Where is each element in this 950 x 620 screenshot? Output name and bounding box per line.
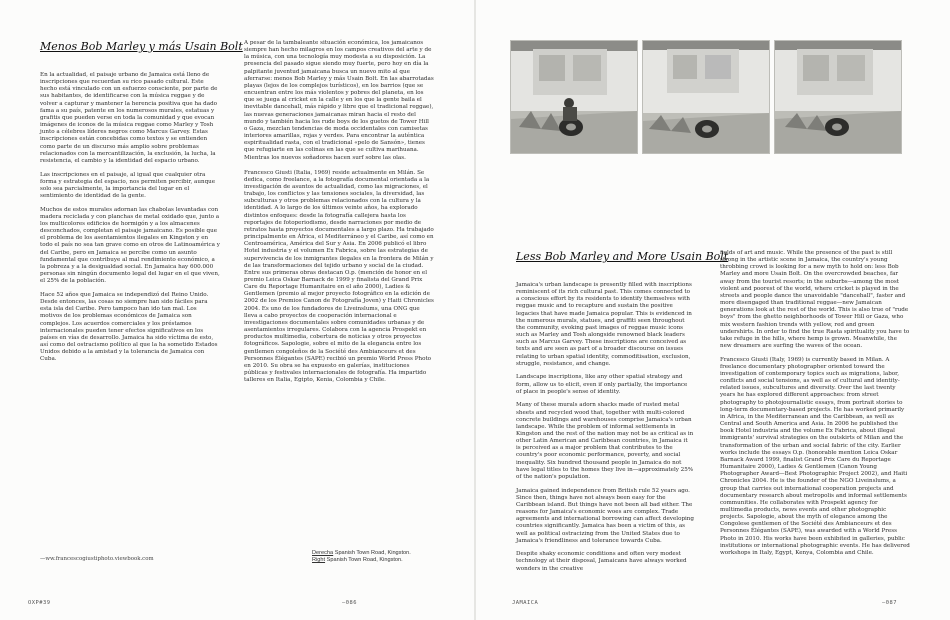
left-column-1 [40, 72, 220, 370]
left-column-2 [244, 40, 434, 391]
english-heading: Less Bob Marley and More Usain Bolt [516, 250, 729, 263]
folio-section: JAMAICA [512, 600, 539, 606]
paragraph: Despite shaky economic conditions and often very modest technology at their disposal, Jamaicans have always worked wonders in the creative [516, 551, 687, 572]
photo-3-image [775, 41, 901, 153]
photo-3 [774, 40, 902, 154]
folio-page-number: —087 [882, 600, 897, 606]
photo-2 [642, 40, 770, 154]
paragraph: fields of art and music. While the presence of the past is still strong in the artistic scene in Jamaica, the country's young throbbing crowd is looking for a new myth to hold on: less Bob Marley and more Usain Bolt. On the overcrowded beaches, far away from the tourist resorts; in the suburbs—among the most violent and poorest of the world, where cricket is played in the streets and people dance the unavoidable "dancehall", faster and more disengaged than traditional reggae—new Jamaican generations look at the rest of the world. This is also true of "rude boys" from the ghetto neighborhoods of Tower Hill or Gaza, who mix western fashion trends with yellow, red and green undershirts. In order to find the true Rasta spirituality you have to take refuge in the hills, where hemp is grown. Meanwhile, the new dreamers are surfing the waves of the ocean. [720, 250, 910, 350]
folio-issue: OXP#39 [28, 600, 51, 606]
right-column-2 [720, 250, 910, 564]
caption-text-es: Spanish Town Road, Kingston. [333, 550, 411, 556]
paragraph: Landscape inscriptions, like any other spatial strategy and form, allow us to elicit, even if only partially, the importance of place in people's sense of identity. [516, 374, 688, 395]
caption-line-es [312, 550, 411, 557]
left-page [0, 0, 474, 620]
right-page [476, 0, 950, 620]
spanish-heading: Menos Bob Marley y más Usain Bolt [40, 40, 243, 53]
paragraph: Jamaica gained independence from British rule 52 years ago. Since then, things have not always been easy for the Caribbean island. But things have not been all bad either. The reasons for Jamaica's economic woes are complex. Trade agreements and international borrowing can affect developing countries significantly. Jamaica has been a victim of this, as well as political ostracizing from the United States due to Jamaica's friendliness and tolerance towards Cuba. [516, 487, 694, 544]
caption-direction-en: Right [312, 557, 326, 563]
paragraph: Many of these murals adorn shacks made of rusted metal sheets and recycled wood that, together with multi-colored concrete buildings and warehouses comprise Jamaica's urban landscape. While the problem of informal settlements in Kingston and the rest of the nation may not be as critical as in other Latin American and Caribbean countries, in Jamaica it is perceived as a major problem that contributes to the country's poor economic performance, poverty, and social inequality. Six hundred thousand people in Jamaica do not have legal titles to the homes they live in—approximately 25% of the nation's population. [516, 402, 694, 480]
photo-1-image [511, 41, 637, 153]
caption-direction-es: Derecha [312, 550, 334, 556]
paragraph: Hace 52 años que Jamaica se independizó del Reino Unido. Desde entonces, las cosas no siempre han sido fáciles para esta isla del Caribe. Pero tampoco han ido tan mal. Los motivos de los problemas económicos de Jamaica son complejos. Los acuerdos comerciales y los préstamos internacionales pueden tener efectos significativos en los países en vías de desarrollo. Jamaica ha sido víctima de esto, así como del ostracismo político al que la ha sometido Estados Unidos debido a la amistad y la tolerancia de Jamaica con Cuba. [40, 291, 218, 363]
paragraph: Jamaica's urban landscape is presently filled with inscriptions reminiscent of its rich cultural past. This comes connected to a conscious effort by its residents to identify themselves with reggae music and to recapture and sustain the positive legacies that have made Jamaica popular. This is evidenced in the numerous murals, statues, and graffiti seen throughout the community, evoking past images of reggae music icons such as Marley and Tosh alongside renowned black leaders such as Marcus Garvey. These inscriptions are conceived as texts and are seen as part of a broader discourse on issues relating to urban spatial identity, commoditisation, exclusion, struggle, resistance, and change. [516, 282, 692, 367]
paragraph: A pesar de la tambaleante situación económica, los jamaicanos siempre han hecho milagros en los campos creativos del arte y de la música, con una tecnología muy modesta a su disposición. La presencia del pasado sigue siendo muy fuerte, pero hoy en día la palpitante juventud jamaicana busca un nuevo mito al que aferrarse: menos Bob Marley y más Usain Bolt. En las abarrotadas playas (lejos de los complejos turísticos), en los barrios (que se encuentran entre los más violentos y pobres del planeta, en los que se juega al cricket en la calle y en los que la gente baila el inevitable dancehall, más rápido y libre que el tradicional reggae), las nuevas generaciones jamaicanas miran hacia el resto del mundo y también hacia los rude boys de los guetos de Tower Hill o Gaza, mezclan tendencias de moda occidentales con camisetas interiores amarillas, rojas y verdes. Para encontrar la auténtica espiritualidad rasta, con el tradicional «pelo de Sansón», tienes que refugiarte en las colinas en las que se cultiva marihuana. Mientras los nuevos soñadores hacen surf sobre las olas. [244, 40, 434, 161]
paragraph: Muchos de estos murales adornan las chabolas levantadas con madera reciclada y con planchas de metal oxidado que, junto a los multicolores edificios de hormigón y a los almacenes desconchados, completan el paisaje jamaicano. Es posible que el problema de los asentamientos ilegales en Kingston y en todo el país no sea tan grave como en otros de Latinoamérica y del Caribe, pero en Jamaica se percibe como un asunto fundamental que contribuye al mal rendimiento económico, a la pobreza y a la desigualdad social. En Jamaica hay 600.000 personas sin ningún documento legal del lugar en el que viven, el 25% de la población. [40, 206, 220, 285]
caption-line-en [312, 557, 411, 564]
photographer-url: —ww.francescogiustiphoto.viewbook.com [40, 556, 154, 562]
photo-caption [312, 550, 411, 564]
photo-1 [510, 40, 638, 154]
folio-page-number: —086 [342, 600, 357, 606]
paragraph: Las inscripciones en el paisaje, al igual que cualquier otra forma y estrategia del espacio, nos permiten percibir, aunque solo sea parcialmente, la importancia del lugar en el sentimiento de identidad de la gente. [40, 171, 216, 199]
paragraph: Francesco Giusti (Italy, 1969) is currently based in Milan. A freelance documentary photographer oriented toward the investigation of contemporary topics such as migrations, labor, conflicts and social tensions, as well as of cultural and identity-related issues, subcultures and diversity. Over the last twenty years he has explored different approaches: from street photography to photojournalistic essays, from portrait stories to long-term documentary-based projects. He has worked primarily in Africa, in the Mediterranean and the Caribbean, as well as Central and South America and Asia. In 2006 he published the book Hotel industria and the volume Ex Fabrica, about illegal immigrants' survival strategies on the outskirts of Milan and the transformation of the urban and social fabric of the city. Earlier works include the essays O.p. (honorable mention Leica Oskar Barnack Award 1999, finalist Grand Prix Care du Reportage Humanitaire 2000), Ladies & Gentlemen (Canon Young Photographer Award—Best Photographic Project 2002), and Haiti Chronicles 2004. He is the founder of the NGO Liveinslums, a group that carries out international cooperation projects and documentary research about metropolis and informal settlements communities. He collaborates with Prospekt agency for multimedia products, news events and other photographic projects. Sapologie, about the myth of elegance among the Congolese gentlemen of the Société des Ambianceurs et des Personnes Élégantes (SAPE), was awarded with a World Press Photo in 2010. His works have been exhibited in galleries, public institutions or international photographic events. He has delivered workshops in Italy, Egypt, Kenya, Colombia and Chile. [720, 356, 910, 556]
paragraph: Francesco Giusti (Italia, 1969) reside actualmente en Milán. Se dedica, como freelance, a la fotografía documental orientada a la investigación de asuntos de actualidad, como las migraciones, el trabajo, los conflictos y las tensiones sociales, la diversidad, las subculturas y otros problemas relacionados con la cultura y la identidad. A lo largo de los últimos veinte años, ha explorado distintos enfoques: desde la fotografía callejera hasta los reportajes de fotoperiodismo, desde narraciones por medio de retratos hasta proyectos documentales a largo plazo. Ha trabajado principalmente en África, el Mediterráneo y el Caribe, así como en Centroamérica, América del Sur y Asia. En 2006 publicó el libro Hotel industria y el volumen Ex Fabrica, sobre las estrategias de supervivencia de los inmigrantes ilegales en la frontera de Milán y de las transformaciones del tejido urbano y social de la ciudad. Entre sus primeras obras destacan O.p. (mención de honor en el premio Leica Oskar Barnack de 1999 y finalista del Grand Prix Care du Reportage Humanitaire en el año 2000), Ladies & Gentlemen (premio al mejor proyecto fotográfico en la edición de 2002 de los Premios Canon de Fotografía Joven) y Haiti Chronicles 2004. Es uno de los fundadores de Liveinslums, una ONG que lleva a cabo proyectos de cooperación internacional e investigaciones documentales sobre comunidades urbanas y de asentamientos irregulares. Colabora con la agencia Prospekt en productos multimedia, cobertura de noticias y otros proyectos fotográficos. Sapologie, sobre el mito de la elegancia entre los gentlemen congoleños de la Société des Ambianceurs et des Personnes Élégantes (SAPE) recibió un premio World Press Photo en 2010. Su obra se ha expuesto en galerías, instituciones públicas y festivales internacionales de fotografía. Ha impartido talleres en Italia, Egipto, Kenia, Colombia y Chile. [244, 169, 434, 384]
right-column-1 [516, 282, 694, 579]
photo-2-image [643, 41, 769, 153]
paragraph: En la actualidad, el paisaje urbano de Jamaica está lleno de inscripciones que recuerdan su rico pasado cultural. Este hecho está vinculado con un esfuerzo consciente, por parte de sus habitantes, de identificarse con la música reggae y de volver a capturar y mantener la herencia positiva que ha dado fama a su país, patente en los numerosos murales, estatuas y grafitis que pueden verse en toda la comunidad y que evocan imágenes de iconos de la música reggae como Marley y Tosh junto a célebres líderes negros como Marcus Garvey. Estas inscripciones están concebidas como textos y se entienden como parte de un discurso más amplio sobre problemas relacionados con la mercantilización, la exclusión, la lucha, la resistencia, el cambio y la identidad del espacio urbano. [40, 72, 218, 164]
caption-text-en: Spanish Town Road, Kingston. [325, 557, 403, 563]
